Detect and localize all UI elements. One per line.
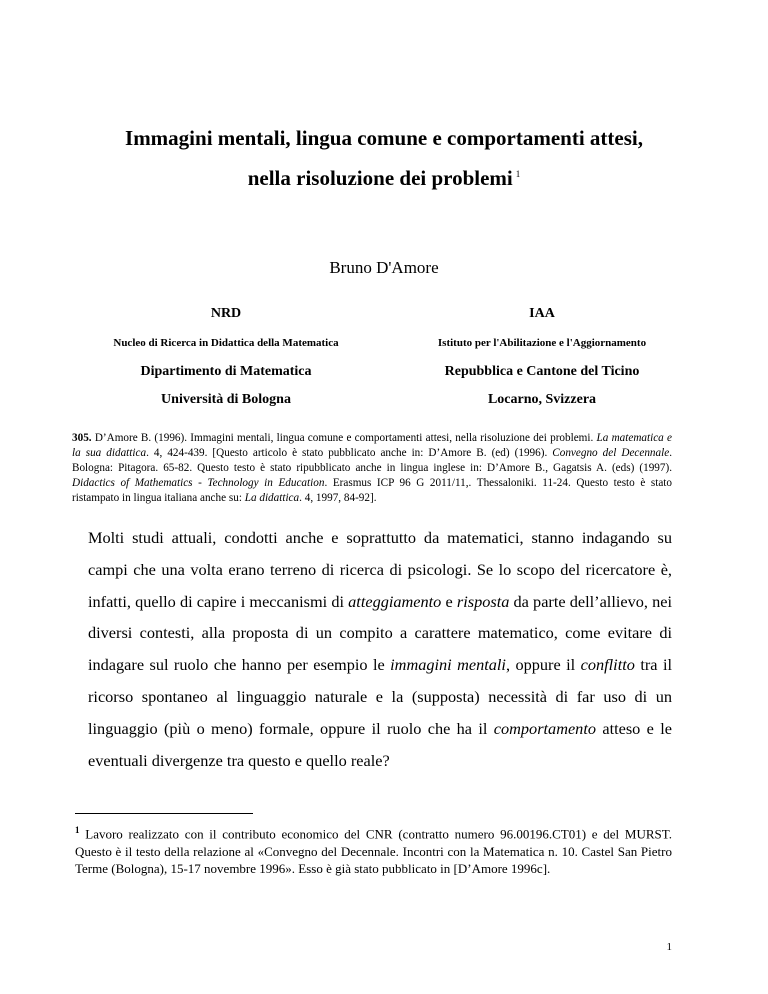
affiliation-right-university: Locarno, Svizzera [487, 392, 597, 407]
reference-book-title: Convegno del Decennale [552, 447, 670, 459]
affiliation-right-abbr: IAA [529, 306, 555, 321]
affiliation-left-abbr: NRD [210, 306, 242, 321]
footnote-marker: 1 [75, 825, 80, 835]
reference-text: . 4, 1997, 84-92]. [299, 492, 377, 504]
body-text: tra il ricorso spontaneo al linguaggio naturale e la (supposta) necessità di far uso di un linguaggio (più o meno) formale, oppure il ruolo che ha il [88, 655, 672, 738]
reference-journal: La didattica [244, 492, 300, 504]
body-paragraph [88, 522, 672, 776]
reference-text: D’Amore B. (1996). Immagini mentali, lingua comune e comportamenti attesi, nella risoluzione dei problemi. [91, 432, 597, 444]
author-name: Bruno D'Amore [329, 258, 439, 277]
body-emphasis: conflitto [580, 655, 635, 675]
affiliation-right-department: Repubblica e Cantone del Ticino [444, 364, 640, 379]
body-emphasis: atteggiamento [348, 591, 442, 611]
footnote-text: Lavoro realizzato con il contributo economico del CNR (contratto numero 96.00196.CT01) e del MURST. Questo è il testo della relazione al «Convegno del Decennale. Incontri con la Matematica n. 10. Castel San Pietro Terme (Bologna), 15-17 novembre 1996». Esso è già stato pubblicato in [D’Amore 1996c]. [75, 826, 672, 876]
affiliation-right-institute: Istituto per l'Abilitazione e l'Aggiornamento [437, 337, 647, 349]
body-text: atteso e le eventuali divergenze tra questo e quello reale? [88, 718, 673, 770]
reference-text: . 4, 424-439. [Questo articolo è stato pubblicato anche in: D’Amore B. (ed) (1996). [146, 447, 553, 459]
footnote-separator [75, 813, 253, 814]
body-emphasis: risposta [456, 591, 510, 611]
bibliographic-reference [72, 431, 672, 506]
reference-number: 305. [72, 432, 92, 444]
body-emphasis: comportamento [493, 718, 596, 738]
affiliation-left-university: Università di Bologna [161, 392, 291, 407]
affiliation-left-department: Dipartimento di Matematica [140, 364, 312, 379]
reference-text: . Bologna: Pitagora. 65-82. Questo testo è stato ripubblicato anche in lingua inglese in: D’Amore B., Gagatsis A. (eds) (1997). [72, 447, 672, 474]
body-emphasis: immagini mentali [390, 655, 506, 675]
title-line-2-text: nella risoluzione dei problemi [247, 166, 513, 190]
affiliation-left-institute: Nucleo di Ricerca in Didattica della Matematica [113, 337, 339, 349]
page-number: 1 [666, 941, 672, 953]
body-text: Molti studi attuali, condotti anche e soprattutto da matematici, stanno indagando su campi che una volta erano terreno di ricerca di psicologi. Se lo scopo del ricercatore è, infatti, quello di capire i meccanismi di [88, 528, 672, 611]
reference-book-title: Didactics of Mathematics - Technology in Education [72, 477, 325, 489]
title-line-1: Immagini mentali, lingua comune e comportamenti attesi, [125, 126, 643, 150]
body-text: , oppure il [505, 655, 581, 675]
reference-text: . Erasmus ICP 96 G 2011/11,. Thessaloniki. 11-24. Questo testo è stato ristampato in lingua italiana anche su: [72, 477, 673, 504]
body-text: da parte dell’allievo, nei diversi contesti, alla proposta di un compito a carattere matematico, come evitare di indagare sul ruolo che hanno per esempio le [88, 591, 673, 675]
footnote [75, 822, 672, 877]
body-text: e [441, 591, 457, 611]
reference-journal: La matematica e la sua didattica [72, 432, 672, 459]
title-line-2 [0, 166, 768, 191]
title-footnote-marker[interactable]: 1 [515, 169, 521, 179]
